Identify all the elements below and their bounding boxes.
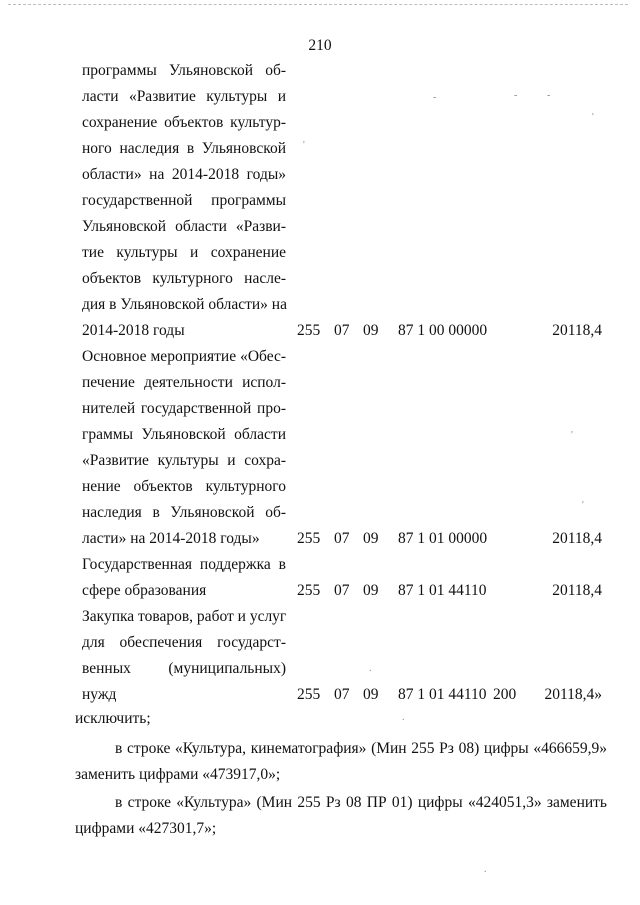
scan-speck: ' (592, 112, 594, 123)
row-text-line: для обеспечения государст- (82, 634, 286, 651)
code-rz: 07 (334, 322, 350, 339)
scan-speck: ' (303, 140, 305, 151)
row-text-line: ного наследия в Ульяновской (82, 140, 286, 157)
row-text-line: наследия в Ульяновской об- (82, 504, 286, 521)
paragraph-line: цифрами «427301,7»; (75, 820, 217, 837)
row-text-line: 2014-2018 годы (82, 322, 185, 339)
amount: 20118,4» (544, 686, 602, 703)
scan-speck: ' (582, 500, 584, 511)
row-text-line: области» на 2014-2018 годы» (82, 166, 286, 183)
code-pr: 09 (363, 530, 379, 547)
code-ved: 255 (297, 322, 321, 339)
row-text-line: сохранение объектов культур- (82, 114, 286, 131)
code-ved: 255 (297, 530, 321, 547)
row-text-line: сфере образования (82, 582, 207, 599)
amount: 20118,4 (552, 582, 602, 599)
row-text-line: «Развитие культуры и сохра- (82, 452, 286, 469)
row-text-line: нение объектов культурного (82, 478, 286, 495)
row-text-line: программы Ульяновской об- (82, 62, 286, 79)
scan-speck: . (369, 663, 372, 674)
row-text-line: нителей государственной про- (82, 400, 286, 417)
scan-speck: - (433, 92, 437, 103)
row-text-line: Закупка товаров, работ и услуг (82, 608, 287, 625)
row-text-line: Основное мероприятие «Обес- (82, 348, 286, 365)
code-vr: 200 (493, 686, 517, 703)
row-text-line: тие культуры и сохранение (82, 244, 286, 261)
code-pr: 09 (363, 582, 379, 599)
code-csr: 87 1 01 44110 (398, 686, 487, 703)
paragraph-line: в строке «Культура» (Мин 255 Рз 08 ПР 01) цифры «424051,3» заменить (115, 794, 607, 811)
row-text-line: объектов культурного насле- (82, 270, 286, 287)
top-scan-border (8, 4, 628, 5)
page-number: 210 (308, 37, 332, 54)
row-text-line: Государственная поддержка в (82, 556, 286, 573)
scan-speck: . (402, 712, 405, 723)
code-pr: 09 (363, 686, 379, 703)
scan-speck: . (484, 864, 487, 875)
row-text-line: Ульяновской области «Разви- (82, 218, 286, 235)
row-text-line: нужд (82, 686, 117, 703)
scan-speck: - (547, 90, 551, 101)
code-ved: 255 (297, 686, 321, 703)
code-rz: 07 (334, 582, 350, 599)
paragraph-line: исключить; (75, 710, 151, 727)
scan-speck: ' (571, 430, 573, 441)
row-text-line: ласти «Развитие культуры и (82, 88, 286, 105)
code-rz: 07 (334, 686, 350, 703)
amount: 20118,4 (552, 322, 602, 339)
paragraph-line: заменить цифрами «473917,0»; (75, 766, 281, 783)
code-csr: 87 1 00 00000 (398, 322, 488, 339)
scan-speck: - (514, 90, 518, 101)
code-rz: 07 (334, 530, 350, 547)
code-ved: 255 (297, 582, 321, 599)
row-text-line: государственной программы (82, 192, 286, 209)
code-pr: 09 (363, 322, 379, 339)
code-csr: 87 1 01 44110 (398, 582, 487, 599)
row-text-line: дия в Ульяновской области» на (82, 296, 287, 313)
row-text-line: граммы Ульяновской области (82, 426, 286, 443)
row-text-line: ласти» на 2014-2018 годы» (82, 530, 260, 547)
amount: 20118,4 (552, 530, 602, 547)
paragraph-line: в строке «Культура, кинематография» (Мин 255 Рз 08) цифры «466659,9» (115, 740, 607, 757)
code-csr: 87 1 01 00000 (398, 530, 488, 547)
row-text-line: печение деятельности испол- (82, 374, 286, 391)
row-text-line: венных (муниципальных) (82, 660, 286, 677)
